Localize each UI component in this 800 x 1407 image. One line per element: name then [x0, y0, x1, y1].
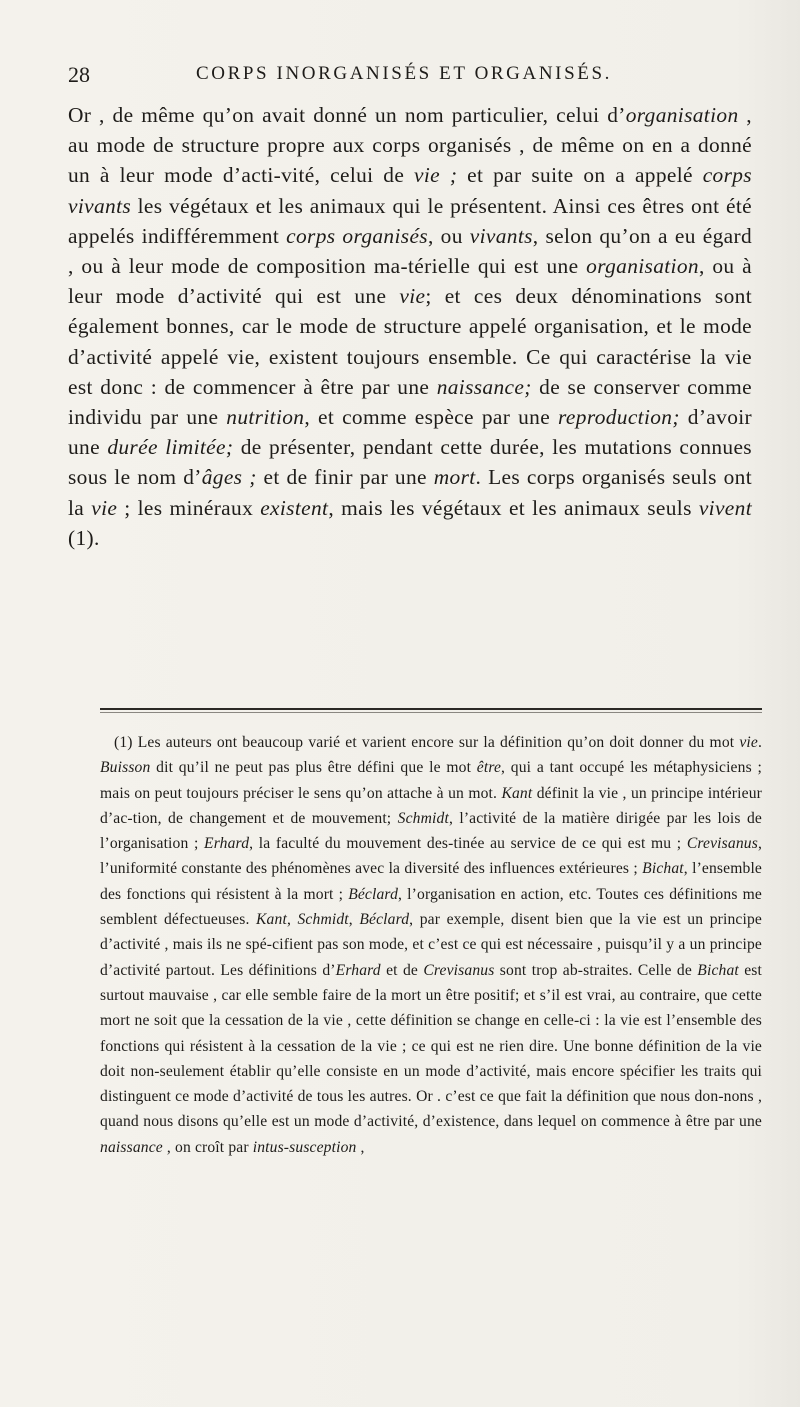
body-text-run: de présenter, pendant cette durée, les mutations connues sous le nom d’	[68, 435, 752, 490]
main-paragraph	[68, 100, 752, 553]
footnote-italic-run: vie	[739, 734, 758, 751]
footnote-text	[100, 730, 762, 1160]
footnote-text-run: est surtout mauvaise , car elle semble faire de la mort un être positif; et s’il est vrai, au contraire, que cette mort ne soit que la cessation de la vie , cette définition se change en celle-ci : la vie est l’ensemble des fonctions qui résistent à la cessation de la vie ; ce qui est ne rien dire. Une bonne définition de la vie doit non-seulement établir qu’elle consiste en un mode d’activité, mais encore spécifier les traits qui distinguent ce mode d’activité de tous les autres. Or . c’est ce que fait la définition que nous don-nons , quand nous disons qu’elle est un mode d’activité, d’existence, dans lequel on commence à être par une	[100, 961, 763, 1131]
footnote-text-run: , l’organisation en action, etc. Toutes ces définitions me semblent défectueuses.	[100, 885, 762, 929]
footnote-italic-run: Crevisanus	[423, 961, 495, 979]
body-italic-run: organisation	[586, 254, 699, 279]
footnote-separator-thin	[100, 712, 762, 713]
body-text-run: les végétaux et les animaux qui le présentent. Ainsi ces êtres ont été appelés indifféremment	[68, 193, 752, 248]
body-text-run: , ou	[427, 223, 470, 248]
footnote-italic-run: Buisson	[100, 759, 151, 777]
body-text-run: , mais les végétaux et les animaux seuls	[328, 495, 699, 520]
body-text-run: ; les minéraux	[117, 495, 261, 520]
footnote-italic-run: Erhard	[204, 835, 250, 853]
page-number: 28	[68, 62, 90, 87]
body-italic-run: organisation	[625, 103, 739, 127]
footnote-italic-run: Béclard	[348, 885, 399, 903]
body-text-run: , ou à leur mode d’activité qui est une	[68, 254, 752, 309]
body-italic-run: vie	[399, 284, 426, 309]
body-italic-run: durée limitée;	[107, 435, 234, 460]
footnote-text-run: (1) Les auteurs ont beaucoup varié et varient encore sur la définition qu’on doit donner du mot	[114, 734, 740, 751]
running-title: CORPS INORGANISÉS ET ORGANISÉS.	[196, 63, 612, 84]
footnote-text-run: , l’ensemble des fonctions qui résistent à la mort ;	[100, 860, 762, 903]
body-italic-run: mort	[433, 465, 476, 490]
body-text-run: (1).	[68, 525, 100, 550]
footnote-italic-run: Kant	[256, 911, 287, 929]
footnote-italic-run: Crevisanus	[686, 835, 758, 853]
body-text-run: , au mode de structure propre aux corps organisés , de même on en a donné un à leur mode d’acti-vité, celui de	[68, 103, 752, 188]
body-italic-run: vie ;	[414, 163, 458, 188]
footnote-italic-run: intus-susception	[252, 1138, 357, 1156]
body-text-run: d’avoir une	[68, 405, 753, 460]
footnote-text-run: ,	[356, 1138, 365, 1156]
paragraph-text	[68, 100, 752, 553]
body-text-run: et par suite on a appelé	[457, 163, 703, 188]
footnote-italic-run: naissance	[100, 1138, 163, 1156]
body-italic-run: vivants	[469, 223, 533, 248]
footnote-italic-run: être	[476, 759, 502, 777]
body-italic-run: corps organisés	[286, 223, 428, 248]
body-italic-run: nutrition	[226, 405, 305, 430]
body-italic-run: vivent	[698, 495, 752, 520]
body-italic-run: existent	[260, 495, 329, 520]
page-header	[68, 62, 748, 98]
footnote-text-run: ,	[348, 911, 360, 929]
body-italic-run: reproduction;	[558, 405, 680, 430]
footnote-text-run: dit qu’il ne peut pas plus être défini que le mot	[150, 759, 477, 777]
footnote-text-run: .	[757, 734, 762, 751]
footnote-text-run: , on croît par	[162, 1138, 253, 1156]
footnote-text-run: , qui a tant occupé les métaphysiciens ; mais on peut toujours préciser le sens qu’on attache à un mot.	[100, 759, 762, 802]
footnote	[100, 730, 762, 1160]
body-italic-run: corps vivants	[68, 163, 752, 218]
body-italic-run: âges ;	[201, 465, 257, 490]
footnote-text-run: sont trop ab-straites. Celle de	[494, 961, 698, 979]
footnote-text-run: et de	[380, 961, 424, 979]
footnote-text-run: définit la vie , un principe intérieur d’ac-tion, de changement et de mouvement;	[100, 784, 762, 827]
footnote-separator	[100, 708, 762, 710]
footnote-text-run: , la faculté du mouvement des-tinée au service de ce qui est mu ;	[249, 835, 687, 853]
body-text-run: et de finir par une	[256, 465, 434, 490]
footnote-italic-run: Bichat	[642, 860, 684, 878]
footnote-text-run: , l’uniformité constante des phénomènes avec la diversité des influences extérieures ;	[100, 835, 762, 878]
footnote-italic-run: Kant	[501, 784, 533, 802]
body-italic-run: vie	[91, 495, 118, 520]
body-text-run: ; et ces deux dénominations sont également bonnes, car le mode de structure appelé organisation, et le mode d’activité appelé vie, existent toujours ensemble. Ce qui caractérise la vie est donc : de commencer à être par une	[68, 284, 752, 399]
body-text-run: . Les corps organisés seuls ont la	[68, 465, 753, 520]
footnote-text-run: , l’activité de la matière dirigée par les lois de l’organisation ;	[100, 809, 762, 853]
footnote-italic-run: Bichat	[697, 961, 739, 979]
body-text-run: , selon qu’on a eu égard , ou à leur mode de composition ma-térielle qui est une	[68, 223, 753, 279]
footnote-italic-run: Schmidt	[297, 911, 349, 929]
footnote-italic-run: Schmidt	[397, 809, 449, 827]
footnote-italic-run: Béclard	[359, 911, 410, 929]
body-text-run: de se conserver comme individu par une	[68, 374, 752, 430]
footnote-text-run: , par exemple, disent bien que la vie est un principe d’activité , mais ils ne spé-cifient pas son mode, et c’est ce qui est nécessaire , puisqu’il y a un principe d’activité partout. Les définitions d’	[100, 911, 762, 979]
footnote-text-run: ,	[286, 911, 298, 929]
body-italic-run: naissance;	[436, 374, 532, 399]
footnote-italic-run: Erhard	[335, 961, 381, 979]
body-text-run: Or , de même qu’on avait donné un nom particulier, celui d’	[68, 103, 626, 127]
body-text-run: , et comme espèce par une	[304, 405, 559, 430]
